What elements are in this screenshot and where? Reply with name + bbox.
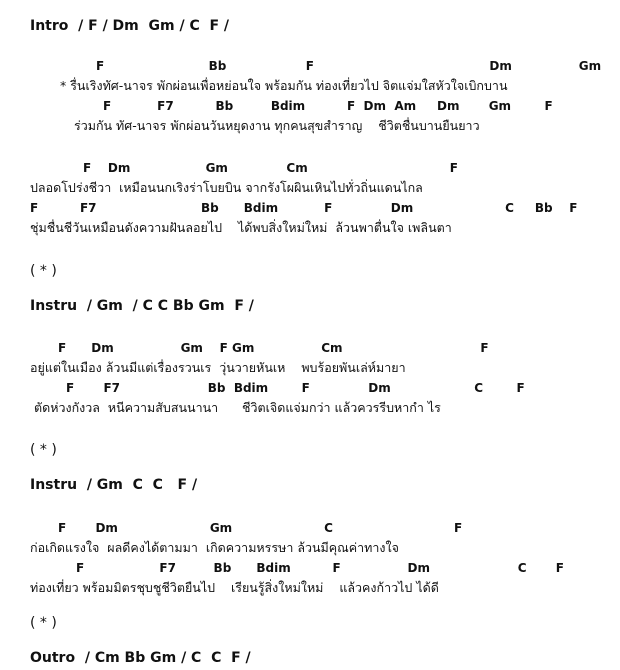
verse2-chords-2: F F7 Bb Bdim F Dm C F: [66, 381, 525, 395]
verse2-chords-1: F Dm Gm F Gm Cm F: [58, 341, 489, 355]
verse2-lyrics-1: อยู่แต่ในเมือง ล้วนมีแต่เรื่องรวนเร วุ่นวายหันเห พบร้อยพันเล่ห์มายา: [30, 360, 406, 375]
instru-line-2: Instru / Gm C C F /: [30, 477, 198, 493]
instru-line-1: Instru / Gm / C C Bb Gm F /: [30, 298, 254, 314]
verse1-chords-2: F F7 Bb Bdim F Dm Am Dm Gm F: [103, 99, 553, 113]
refrain-marker-3: ( * ): [30, 615, 57, 631]
verse1-lyrics-1: * รื่นเริงทัศ-นาจร พักผ่อนเพื่อหย่อนใจ พร้อมกัน ท่องเที่ยวไป จิตแจ่มใสหัวใจเบิกบาน: [60, 78, 508, 93]
verse3-chords-2: F F7 Bb Bdim F Dm C F: [76, 561, 564, 575]
refrain-marker-1: ( * ): [30, 263, 57, 279]
verse1-chords-3: F Dm Gm Cm F: [83, 161, 458, 175]
verse3-lyrics-1: ก่อเกิดแรงใจ ผลดีคงได้ตามมา เกิดความหรรษา ล้วนมีคุณค่าทางใจ: [30, 540, 399, 555]
refrain-marker-2: ( * ): [30, 442, 57, 458]
outro-line: Outro / Cm Bb Gm / C C F /: [30, 650, 251, 666]
verse1-lyrics-3: ปลอดโปร่งชีวา เหมือนนกเริงร่าโบยบิน จากรังโผผินเหินไปทั่วถิ่นแดนไกล: [30, 180, 423, 195]
verse1-chords-1: F Bb F Dm Gm: [96, 59, 602, 73]
verse1-lyrics-4: ชุ่มชื่นชีวันเหมือนดังความฝันลอยไป ได้พบสิ่งใหม่ใหม่ ล้วนพาตื่นใจ เพลินตา: [30, 220, 452, 235]
intro-line: Intro / F / Dm Gm / C F /: [30, 18, 230, 34]
verse1-lyrics-2: ร่วมกัน ทัศ-นาจร พักผ่อนวันหยุดงาน ทุกคนสุขสำราญ ชีวิตชื่นบานยืนยาว: [74, 118, 480, 133]
verse3-lyrics-2: ท่องเที่ยว พร้อมมิตรชุบชูชีวิตยืนไป เรียนรู้สิ่งใหม่ใหม่ แล้วคงก้าวไป ได้ดี: [30, 580, 439, 595]
verse1-chords-4: F F7 Bb Bdim F Dm C Bb F: [30, 201, 578, 215]
verse2-lyrics-2: ตัดห่วงกังวล หนีความสับสนนานา ชีวิตเจิดแจ่มกว่า แล้วควรรีบหากำ ไร: [30, 400, 441, 415]
verse3-chords-1: F Dm Gm C F: [58, 521, 463, 535]
